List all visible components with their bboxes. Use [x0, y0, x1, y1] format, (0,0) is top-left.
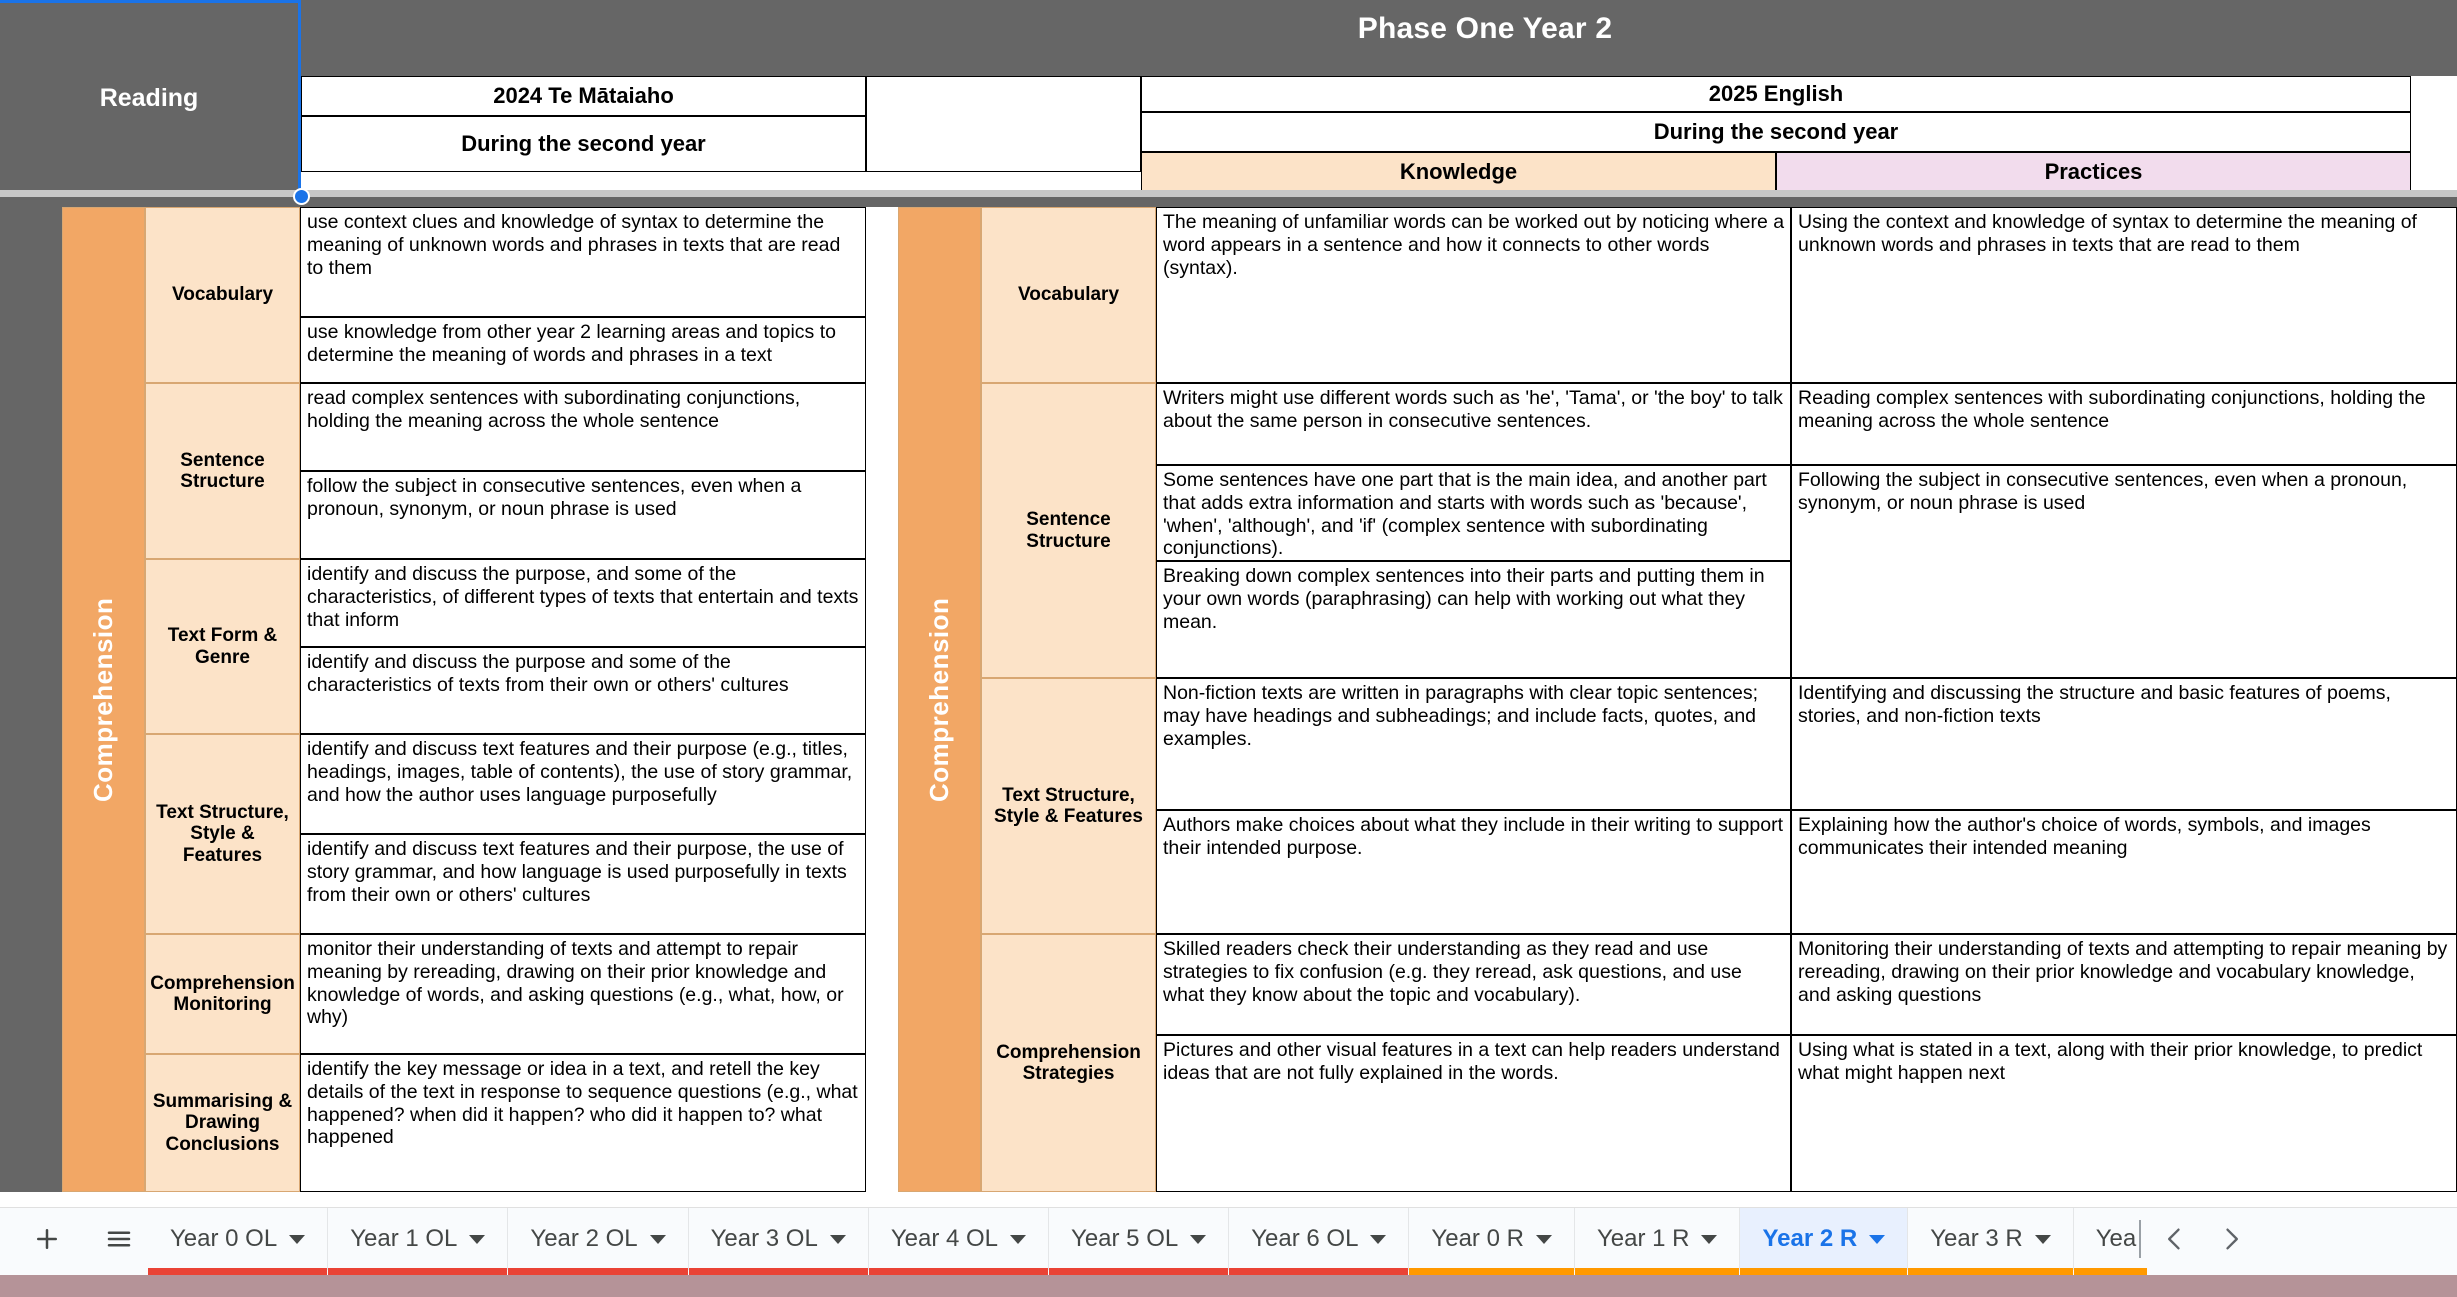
chevron-down-icon[interactable] [1869, 1235, 1885, 1244]
left-descriptor-cell[interactable]: monitor their understanding of texts and attempt to repair meaning by rereading, drawing on their prior knowledge and knowledge of words, and asking questions (e.g., what, how, or why) [300, 934, 866, 1054]
knowledge-cell[interactable]: Breaking down complex sentences into their parts and putting them in your own words (paraphrasing) can help with working out what they mean. [1156, 561, 1791, 678]
sheet-tab-year-3-r[interactable] [1908, 1208, 2074, 1270]
sheet-tab-label: Year 0 OL [170, 1225, 278, 1252]
row-header-gutter [0, 207, 62, 1192]
knowledge-cell[interactable]: Writers might use different words such as 'he', 'Tama', or 'the boy' to talk about the same person in consecutive sentences. [1156, 383, 1791, 465]
right-category-cell[interactable]: Sentence Structure [981, 383, 1156, 678]
header-2025-english[interactable] [1141, 76, 2411, 112]
chevron-down-icon[interactable] [650, 1235, 666, 1244]
column-header-knowledge[interactable] [1141, 152, 1776, 192]
practices-cell[interactable]: Identifying and discussing the structure and basic features of poems, stories, and non-fiction texts [1791, 678, 2457, 810]
knowledge-cell[interactable]: Non-fiction texts are written in paragraphs with clear topic sentences; may have headings and subheadings; and include facts, quotes, and examples. [1156, 678, 1791, 810]
chevron-down-icon[interactable] [830, 1235, 846, 1244]
header-left-period-label: During the second year [461, 131, 706, 157]
frozen-pane-dark-strip [0, 197, 2457, 207]
plus-icon[interactable] [28, 1220, 66, 1258]
grid-content [0, 207, 2457, 1207]
left-descriptor-cell[interactable]: follow the subject in consecutive sentences, even when a pronoun, synonym, or noun phrase is used [300, 471, 866, 559]
sheet-tab-label: Year 0 R [1431, 1225, 1524, 1252]
selection-handle[interactable] [293, 188, 310, 205]
practices-label: Practices [2044, 159, 2143, 185]
left-category-cell[interactable]: Text Form & Genre [145, 559, 300, 734]
header-left-curriculum-label: 2024 Te Mātaiaho [493, 83, 674, 109]
knowledge-cell[interactable]: The meaning of unfamiliar words can be worked out by noticing where a word appears in a sentence and how it connects to other words (syntax). [1156, 207, 1791, 383]
left-category-cell[interactable]: Vocabulary [145, 207, 300, 383]
right-category-cell[interactable]: Vocabulary [981, 207, 1156, 383]
sheet-tab-year-0-ol[interactable] [148, 1208, 328, 1270]
practices-cell[interactable]: Using the context and knowledge of syntax to determine the meaning of unknown words and phrases in texts that are read to them [1791, 207, 2457, 383]
header-right-curriculum-label: 2025 English [1708, 81, 1844, 107]
tab-clip-edge [2139, 1220, 2141, 1258]
frozen-pane-divider [0, 190, 2457, 197]
sheet-tab-year-1-r[interactable] [1575, 1208, 1741, 1270]
header-2024-te-mataiaho[interactable] [301, 76, 866, 116]
chevron-down-icon[interactable] [469, 1235, 485, 1244]
chevron-down-icon[interactable] [2035, 1235, 2051, 1244]
left-descriptor-cell[interactable]: read complex sentences with subordinating conjunctions, holding the meaning across the whole sentence [300, 383, 866, 471]
practices-cell[interactable]: Monitoring their understanding of texts and attempting to repair meaning by rereading, drawing on their prior knowledge and vocabulary knowledge, and asking questions [1791, 934, 2457, 1035]
reading-corner-cell[interactable] [0, 0, 301, 197]
knowledge-cell[interactable]: Some sentences have one part that is the main idea, and another part that adds extra information and starts with words such as 'because', 'when', 'although', and 'if' (complex sentence with subordinating conjunctions). [1156, 465, 1791, 561]
underlying-content-strip [0, 1275, 2457, 1297]
left-descriptor-cell[interactable]: use context clues and knowledge of syntax to determine the meaning of unknown words and phrases in texts that are read to them [300, 207, 866, 317]
sheet-tab-year-2-r[interactable] [1740, 1208, 1908, 1270]
sheet-tab-label: Year 3 OL [710, 1225, 818, 1252]
sheet-tab-clipped[interactable] [2074, 1208, 2148, 1270]
chevron-down-icon[interactable] [1370, 1235, 1386, 1244]
practices-cell[interactable]: Following the subject in consecutive sentences, even when a pronoun, synonym, or noun phrase is used [1791, 465, 2457, 678]
chevron-left-icon[interactable] [2147, 1208, 2203, 1270]
chevron-right-icon[interactable] [2203, 1208, 2259, 1270]
sheet-tab-label: Year 1 R [1596, 1225, 1690, 1252]
left-descriptor-cell[interactable]: use knowledge from other year 2 learning areas and topics to determine the meaning of words and phrases in a text [300, 317, 866, 383]
column-header-practices[interactable] [1776, 152, 2411, 192]
sheet-tab-year-5-ol[interactable] [1049, 1208, 1229, 1270]
header-spacer-cell[interactable] [866, 76, 1141, 172]
right-category-cell[interactable]: Comprehension Strategies [981, 934, 1156, 1192]
sheet-tab-year-3-ol[interactable] [689, 1208, 869, 1270]
sheet-tab-year-1-ol[interactable] [328, 1208, 508, 1270]
frozen-header-pane [0, 0, 2457, 190]
practices-cell[interactable]: Using what is stated in a text, along with their prior knowledge, to predict what might happen next [1791, 1035, 2457, 1192]
hamburger-menu-icon[interactable] [100, 1220, 138, 1258]
grid-body-pane [0, 207, 2457, 1207]
knowledge-label: Knowledge [1399, 159, 1518, 185]
sheet-tab-label: Year 6 OL [1251, 1225, 1359, 1252]
sheet-tab-year-4-ol[interactable] [869, 1208, 1049, 1270]
left-descriptor-cell[interactable]: identify and discuss the purpose, and some of the characteristics, of different types of texts that entertain and texts that inform [300, 559, 866, 647]
right-strand-strip[interactable]: Comprehension [898, 207, 981, 1192]
sheet-tab-year-6-ol[interactable] [1229, 1208, 1409, 1270]
left-descriptor-cell[interactable]: identify and discuss text features and their purpose (e.g., titles, headings, images, table of contents), the use of story grammar, and how the author uses language purposefully [300, 734, 866, 834]
knowledge-cell[interactable]: Authors make choices about what they include in their writing to support their intended purpose. [1156, 810, 1791, 934]
left-descriptor-cell[interactable]: identify and discuss the purpose and some of the characteristics of texts from their own or others' cultures [300, 647, 866, 734]
practices-cell[interactable]: Reading complex sentences with subordinating conjunctions, holding the meaning across the whole sentence [1791, 383, 2457, 465]
left-strand-strip[interactable]: Comprehension [62, 207, 145, 1192]
sheet-tab-label: Year 1 OL [350, 1225, 458, 1252]
left-category-cell[interactable]: Sentence Structure [145, 383, 300, 559]
sheet-tab-label: Year 3 R [1930, 1225, 2023, 1252]
right-category-cell[interactable]: Text Structure, Style & Features [981, 678, 1156, 934]
sheet-tab-label: Year 2 OL [530, 1225, 638, 1252]
chevron-down-icon[interactable] [1190, 1235, 1206, 1244]
reading-label: Reading [99, 84, 199, 112]
sheet-tab-tools [0, 1208, 148, 1270]
knowledge-cell[interactable]: Skilled readers check their understanding as they read and use strategies to fix confusion (e.g. they reread, ask questions, and use what they know about the topic and vocabulary). [1156, 934, 1791, 1035]
chevron-down-icon[interactable] [289, 1235, 305, 1244]
header-right-period[interactable] [1141, 112, 2411, 152]
chevron-down-icon[interactable] [1701, 1235, 1717, 1244]
chevron-down-icon[interactable] [1010, 1235, 1026, 1244]
sheet-tab-year-2-ol[interactable] [508, 1208, 688, 1270]
knowledge-cell[interactable]: Pictures and other visual features in a text can help readers understand ideas that are not fully explained in the words. [1156, 1035, 1791, 1192]
sheet-tab-year-0-r[interactable] [1409, 1208, 1575, 1270]
left-category-cell[interactable]: Text Structure, Style & Features [145, 734, 300, 934]
sheet-tab-label: Yea [2095, 1225, 2137, 1252]
header-left-period[interactable] [301, 116, 866, 172]
left-category-cell[interactable]: Summarising & Drawing Conclusions [145, 1054, 300, 1192]
sheet-tab-label: Year 5 OL [1071, 1225, 1179, 1252]
left-category-cell[interactable]: Comprehension Monitoring [145, 934, 300, 1054]
left-descriptor-cell[interactable]: identify and discuss text features and their purpose, the use of story grammar, and how language is used purposefully in texts from their own or others' cultures [300, 834, 866, 934]
sheet-tab-label: Year 4 OL [890, 1225, 999, 1252]
sheet-tab-label: Year 2 R [1762, 1225, 1858, 1252]
left-descriptor-cell[interactable]: identify the key message or idea in a text, and retell the key details of the text in response to sequence questions (e.g., what happened? when did it happen? who did it happen to? what happened [300, 1054, 866, 1192]
chevron-down-icon[interactable] [1536, 1235, 1552, 1244]
phase-title: Phase One Year 2 [1357, 12, 1613, 45]
practices-cell[interactable]: Explaining how the author's choice of words, symbols, and images communicates their intended meaning [1791, 810, 2457, 934]
header-right-period-label: During the second year [1653, 119, 1899, 145]
